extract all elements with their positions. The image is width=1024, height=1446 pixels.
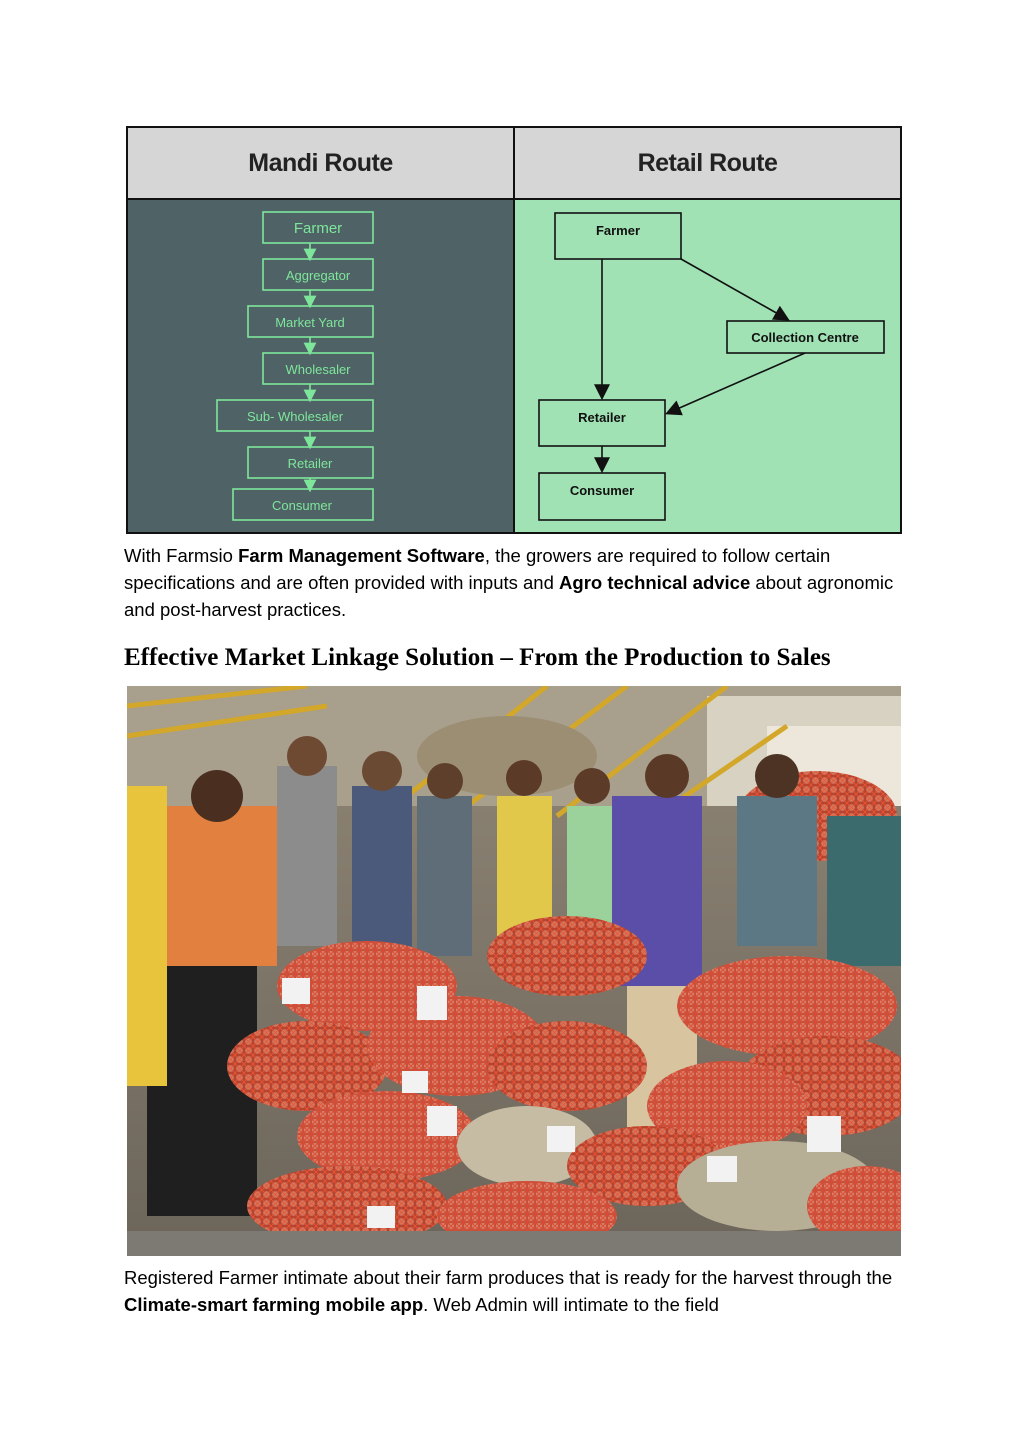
market-yard-photo xyxy=(127,686,901,1256)
retail-node-retailer: Retailer xyxy=(578,410,626,425)
route-comparison-diagram xyxy=(126,126,902,534)
para2-bold-app: Climate-smart farming mobile app xyxy=(124,1294,424,1315)
section-heading: Effective Market Linkage Solution – From the Production to Sales xyxy=(124,644,831,671)
farmer-intimation-paragraph xyxy=(124,1264,914,1318)
para1-text-1: With Farmsio xyxy=(124,545,239,566)
mandi-step-sub-wholesaler: Sub- Wholesaler xyxy=(246,409,344,424)
retail-node-consumer: Consumer xyxy=(569,483,635,498)
para1-text-3: about agronomic and post-harvest practices. xyxy=(124,572,894,620)
para2-text-1: Registered Farmer intimate about their farm produces that is ready for the harvest through the xyxy=(124,1267,893,1288)
retail-node-collection-centre: Collection Centre xyxy=(751,330,859,345)
para1-text-2: , the growers are required to follow certain specifications and are often provided with inputs and xyxy=(124,545,831,593)
mandi-route-title: Mandi Route xyxy=(248,148,393,177)
mandi-step-market-yard: Market Yard xyxy=(275,315,345,330)
mandi-route-header xyxy=(128,128,515,200)
retail-flowchart xyxy=(515,200,900,532)
mandi-step-wholesaler: Wholesaler xyxy=(285,362,351,377)
mandi-route-panel xyxy=(128,200,515,532)
retail-route-header xyxy=(515,128,900,200)
mandi-step-retailer: Retailer xyxy=(287,456,333,471)
intro-paragraph xyxy=(124,542,914,623)
para1-bold-fms: Farm Management Software xyxy=(238,545,485,566)
para1-bold-agro: Agro technical advice xyxy=(559,572,751,593)
retail-node-farmer: Farmer xyxy=(595,223,641,238)
mandi-step-aggregator: Aggregator xyxy=(285,268,351,283)
mandi-flowchart xyxy=(128,200,513,532)
para2-text-2: . Web Admin will intimate to the field xyxy=(423,1294,719,1315)
mandi-step-farmer: Farmer xyxy=(293,220,343,237)
mandi-step-consumer: Consumer xyxy=(272,498,332,513)
retail-route-panel xyxy=(515,200,900,532)
retail-route-title: Retail Route xyxy=(637,148,778,177)
market-yard-photo-image xyxy=(127,686,901,1256)
